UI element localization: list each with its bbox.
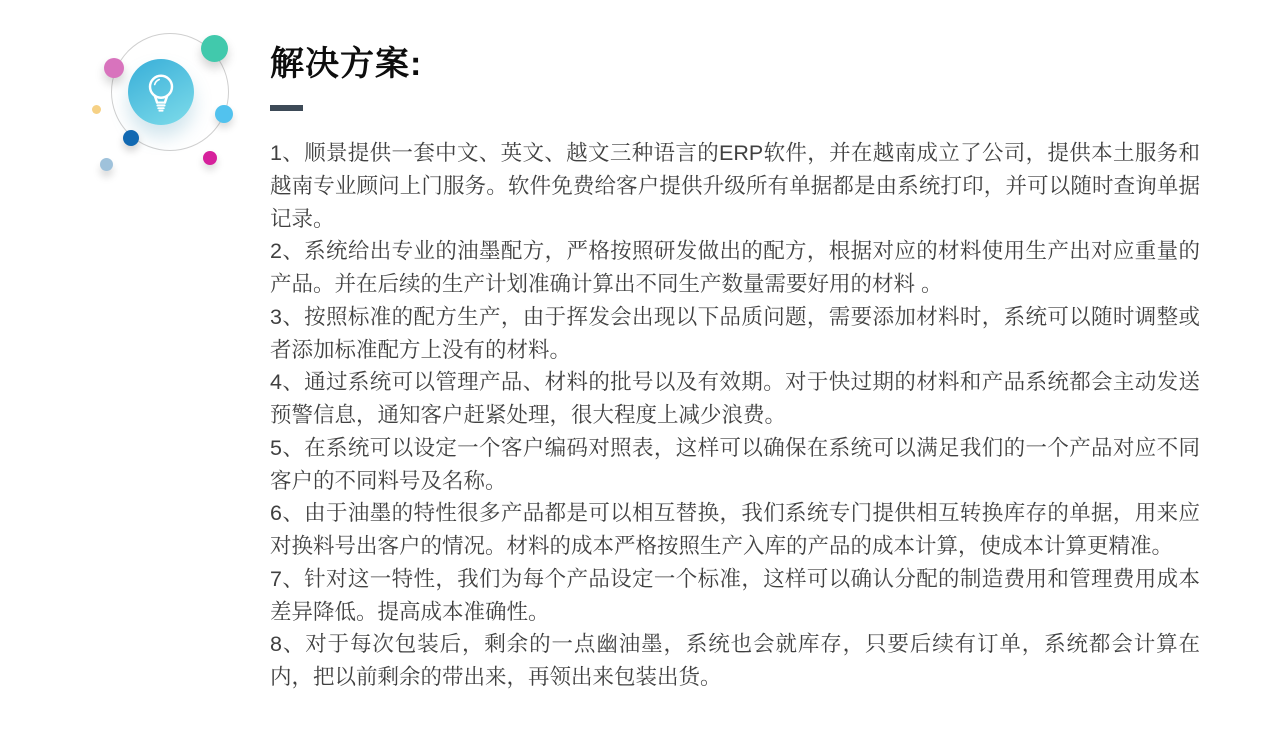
- solution-item-1: 1、顺景提供一套中文、英文、越文三种语言的ERP软件，并在越南成立了公司，提供本土服务和越南专业顾问上门服务。软件免费给客户提供升级所有单据都是由系统打印，并可以随时查询单据记录。: [270, 141, 1200, 231]
- accent-dot-darkblue: [123, 130, 139, 146]
- accent-dot-skyblue: [215, 105, 233, 123]
- solution-item-8: 8、对于每次包装后，剩余的一点幽油墨，系统也会就库存，只要后续有订单，系统都会计算在内，把以前剩余的带出来，再领出来包装出货。: [270, 632, 1200, 689]
- lightbulb-cluster: [0, 0, 260, 200]
- solution-item-6: 6、由于油墨的特性很多产品都是可以相互替换，我们系统专门提供相互转换库存的单据，用来应对换料号出客户的情况。材料的成本严格按照生产入库的产品的成本计算，使成本计算更精准。: [270, 501, 1200, 558]
- accent-dot-bluegray: [100, 158, 113, 171]
- accent-dot-yellow: [92, 105, 101, 114]
- solution-item-4: 4、通过系统可以管理产品、材料的批号以及有效期。对于快过期的材料和产品系统都会主动发送预警信息，通知客户赶紧处理，很大程度上减少浪费。: [270, 370, 1200, 427]
- solution-item-5: 5、在系统可以设定一个客户编码对照表，这样可以确保在系统可以满足我们的一个产品对应不同客户的不同料号及名称。: [270, 435, 1200, 493]
- solution-item-3: 3、按照标准的配方生产，由于挥发会出现以下品质问题，需要添加材料时，系统可以随时调整或者添加标准配方上没有的材料。: [270, 304, 1200, 362]
- lightbulb-icon: [132, 63, 190, 121]
- solution-item-7: 7、针对这一特性，我们为每个产品设定一个标准，这样可以确认分配的制造费用和管理费用成本差异降低。提高成本准确性。: [270, 566, 1200, 624]
- accent-dot-magenta: [203, 151, 217, 165]
- solution-list: [270, 137, 1200, 694]
- lightbulb-badge: [128, 59, 194, 125]
- accent-dot-pink: [104, 58, 124, 78]
- solution-item-2: 2、系统给出专业的油墨配方，严格按照研发做出的配方，根据对应的材料使用生产出对应重量的产品。并在后续的生产计划准确计算出不同生产数量需要好用的材料 。: [270, 239, 1200, 296]
- accent-dot-teal: [201, 35, 228, 62]
- title-underline: [270, 105, 303, 111]
- page-title: 解决方案:: [270, 45, 423, 83]
